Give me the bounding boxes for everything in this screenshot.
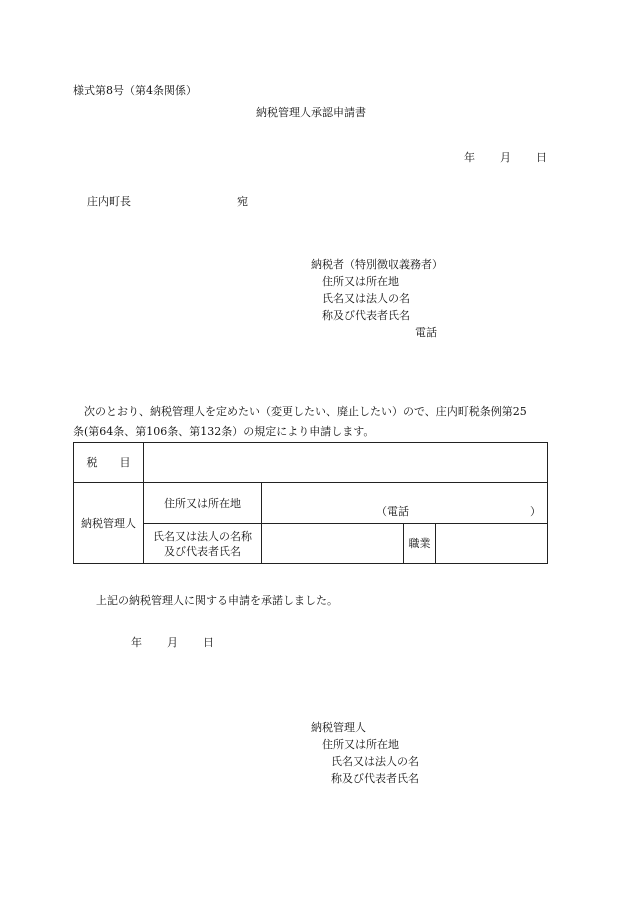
admin-address-row xyxy=(74,483,548,524)
tax-item-field[interactable] xyxy=(144,443,548,483)
taxpayer-block xyxy=(311,256,443,341)
approval-year-label: 年 xyxy=(131,636,142,649)
admin-name-label-1: 氏名又は法人の名称 xyxy=(153,529,252,543)
administrator-name-label-1: 氏名又は法人の名 xyxy=(331,755,419,768)
form-number: 様式第8号（第4条関係） xyxy=(73,84,197,97)
admin-address-label: 住所又は所在地 xyxy=(144,483,262,524)
admin-address-field[interactable] xyxy=(262,483,548,524)
document-title: 納税管理人承認申請書 xyxy=(256,106,366,119)
occupation-field[interactable] xyxy=(436,524,548,564)
tax-item-label: 税 目 xyxy=(74,443,144,483)
approval-text: 上記の納税管理人に関する申請を承諾しました。 xyxy=(96,594,338,607)
admin-label: 納税管理人 xyxy=(74,483,144,564)
body-line-2: 条(第64条、第106条、第132条）の規定により申請します。 xyxy=(73,425,375,438)
phone-row xyxy=(268,488,541,519)
date-year-label: 年 xyxy=(464,151,475,164)
admin-name-label-2: 及び代表者氏名 xyxy=(164,544,241,558)
phone-close: ） xyxy=(530,504,541,518)
date-day-label: 日 xyxy=(536,151,547,164)
addressee-name: 庄内町長 xyxy=(87,195,131,208)
admin-name-field[interactable] xyxy=(262,524,404,564)
administrator-name-label-2: 称及び代表者氏名 xyxy=(331,772,419,785)
admin-name-row xyxy=(74,524,548,564)
body-line-1: 次のとおり、納税管理人を定めたい（変更したい、廃止したい）ので、庄内町税条例第25 xyxy=(84,405,527,418)
approval-month-label: 月 xyxy=(167,636,178,649)
date-month-label: 月 xyxy=(500,151,511,164)
administrator-block xyxy=(311,719,419,787)
taxpayer-name-label-1: 氏名又は法人の名 xyxy=(322,292,410,305)
taxpayer-heading: 納税者（特別徴収義務者） xyxy=(311,258,443,271)
administrator-address-label: 住所又は所在地 xyxy=(322,738,399,751)
taxpayer-phone-label: 電話 xyxy=(415,326,437,339)
approval-day-label: 日 xyxy=(203,636,214,649)
application-table xyxy=(73,442,548,564)
tax-item-row xyxy=(74,443,548,483)
administrator-heading: 納税管理人 xyxy=(311,721,366,734)
taxpayer-name-label-2: 称及び代表者氏名 xyxy=(322,309,410,322)
taxpayer-address-label: 住所又は所在地 xyxy=(322,275,399,288)
phone-open: （電話 xyxy=(376,504,409,518)
addressee-suffix: 宛 xyxy=(237,195,248,208)
admin-name-label xyxy=(144,524,262,564)
application-body xyxy=(73,402,527,442)
occupation-label: 職業 xyxy=(404,524,436,564)
